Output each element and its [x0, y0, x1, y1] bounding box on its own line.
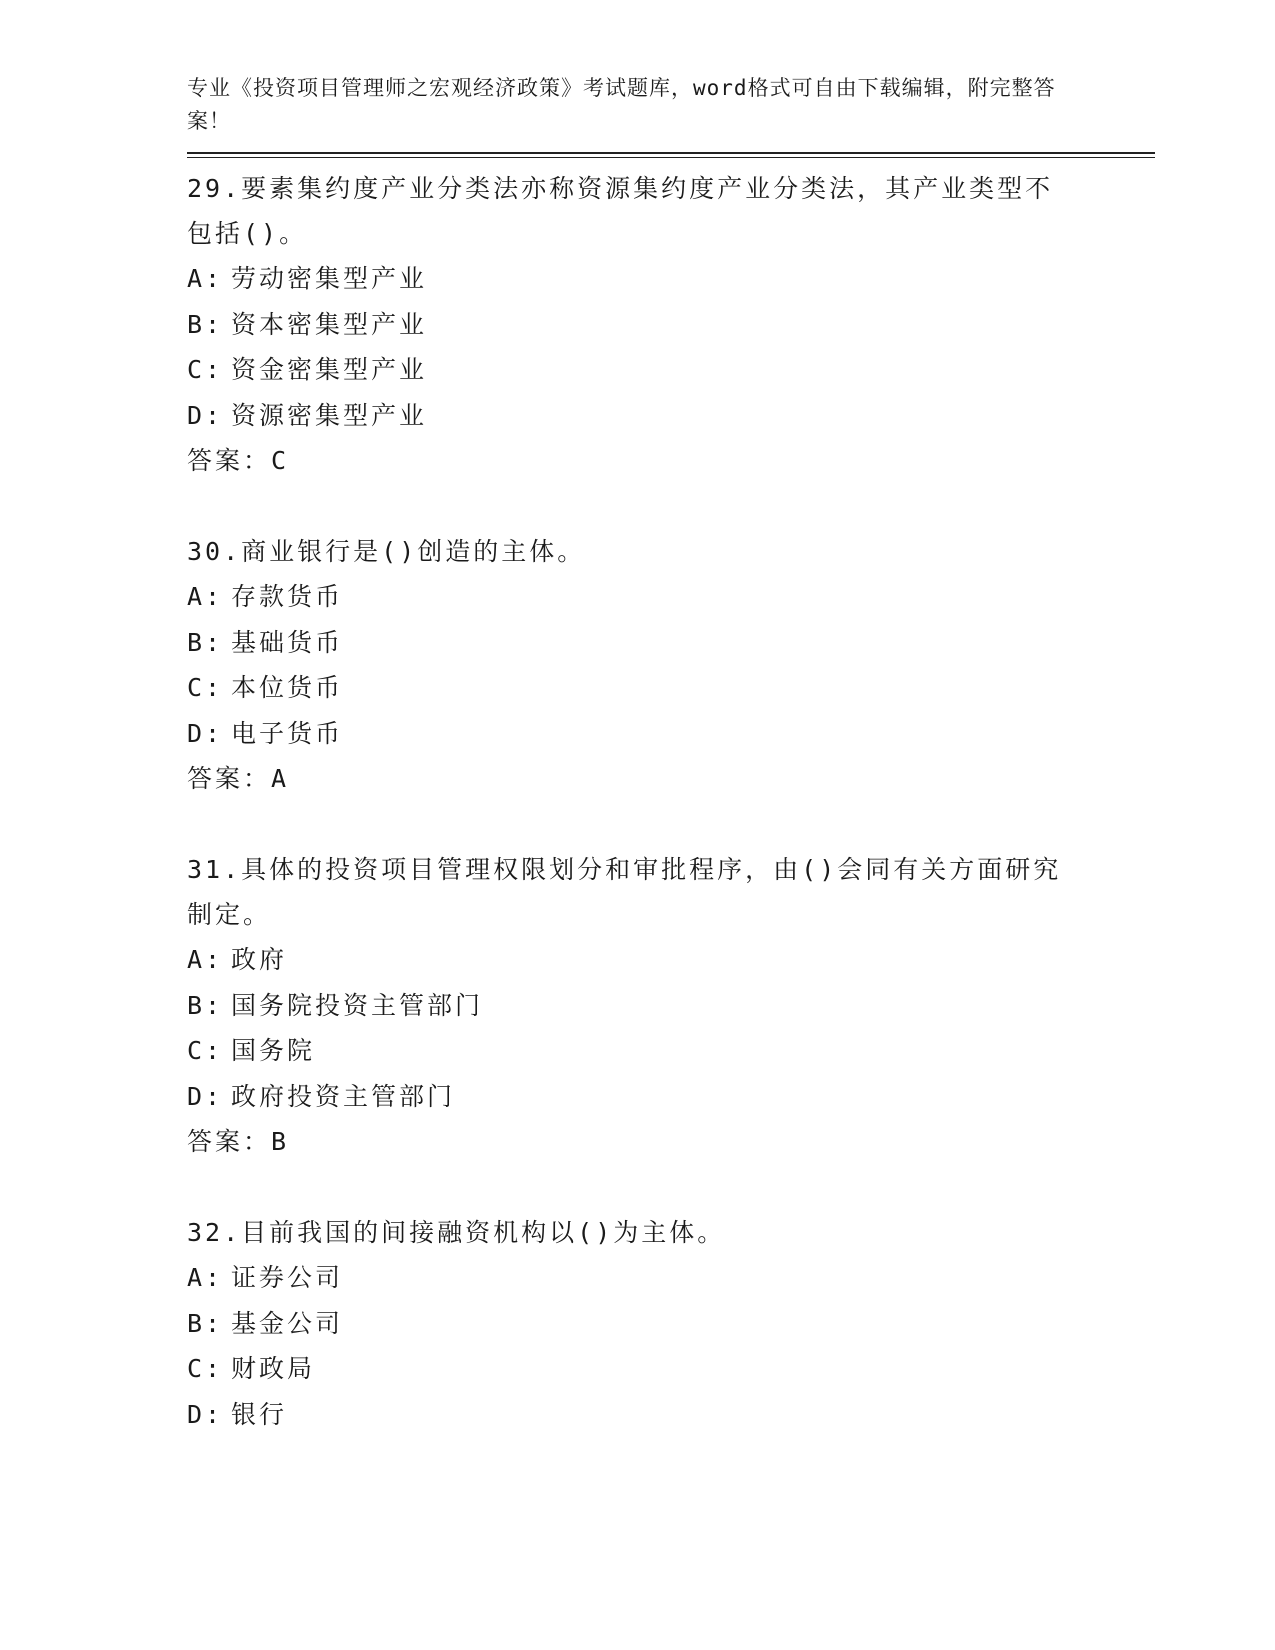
option-key: C: [187, 1354, 224, 1383]
option-d [187, 393, 1155, 439]
answer-line [187, 1119, 1155, 1164]
option-text: 银行 [231, 1399, 288, 1429]
option-key: D: [187, 718, 224, 748]
answer-line [187, 756, 1155, 801]
option-c [187, 665, 1155, 711]
question-stem: 32.目前我国的间接融资机构以()为主体。 [187, 1218, 726, 1247]
option-text: 资源密集型产业 [231, 400, 428, 430]
option-text: 资金密集型产业 [231, 355, 428, 384]
question-30 [187, 529, 1155, 801]
question-29 [187, 166, 1155, 483]
option-b [187, 620, 1155, 666]
answer-line [187, 438, 1155, 483]
option-key: A: [187, 945, 224, 974]
option-d [187, 711, 1155, 757]
header-divider [187, 152, 1155, 158]
option-text: 国务院 [231, 1036, 316, 1065]
option-a [187, 937, 1155, 983]
document-page [187, 72, 1155, 1437]
answer-label: 答案： [187, 1127, 272, 1156]
option-d [187, 1392, 1155, 1438]
option-text: 国务院投资主管部门 [231, 990, 484, 1020]
option-key: C: [187, 1036, 224, 1065]
option-text: 财政局 [231, 1354, 316, 1383]
option-a [187, 574, 1155, 620]
answer-label: 答案： [187, 764, 272, 793]
option-key: A: [187, 1263, 224, 1292]
option-text: 劳动密集型产业 [231, 264, 428, 293]
option-text: 基金公司 [231, 1308, 344, 1338]
question-stem: 31.具体的投资项目管理权限划分和审批程序，由()会同有关方面研究制定。 [187, 855, 1062, 929]
option-text: 基础货币 [231, 627, 344, 657]
answer-value: C [271, 446, 288, 475]
option-text: 本位货币 [231, 673, 344, 702]
option-a [187, 1255, 1155, 1301]
option-c [187, 1028, 1155, 1074]
option-key: D: [187, 1081, 224, 1111]
option-text: 证券公司 [231, 1263, 344, 1292]
option-key: B: [187, 627, 224, 657]
option-c [187, 1346, 1155, 1392]
option-d [187, 1074, 1155, 1120]
option-text: 政府投资主管部门 [231, 1081, 456, 1111]
option-key: B: [187, 1308, 224, 1338]
option-key: C: [187, 355, 224, 384]
option-key: B: [187, 309, 224, 339]
answer-value: A [271, 764, 288, 793]
option-text: 电子货币 [231, 718, 344, 748]
question-stem: 30.商业银行是()创造的主体。 [187, 537, 586, 566]
document-header: 专业《投资项目管理师之宏观经济政策》考试题库，word格式可自由下载编辑，附完整答案！ [187, 76, 1056, 133]
option-key: D: [187, 1399, 224, 1429]
answer-value: B [271, 1127, 288, 1156]
option-b [187, 983, 1155, 1029]
question-stem: 29.要素集约度产业分类法亦称资源集约度产业分类法，其产业类型不包括()。 [187, 174, 1054, 248]
option-b [187, 1301, 1155, 1347]
option-key: C: [187, 673, 224, 702]
answer-label: 答案： [187, 446, 272, 475]
option-key: A: [187, 264, 224, 293]
option-key: B: [187, 990, 224, 1020]
option-c [187, 347, 1155, 393]
option-text: 政府 [231, 945, 288, 974]
option-b [187, 302, 1155, 348]
option-key: A: [187, 582, 224, 611]
option-key: D: [187, 400, 224, 430]
option-a [187, 256, 1155, 302]
question-31 [187, 847, 1155, 1164]
option-text: 资本密集型产业 [231, 309, 428, 339]
question-32 [187, 1210, 1155, 1437]
option-text: 存款货币 [231, 582, 344, 611]
